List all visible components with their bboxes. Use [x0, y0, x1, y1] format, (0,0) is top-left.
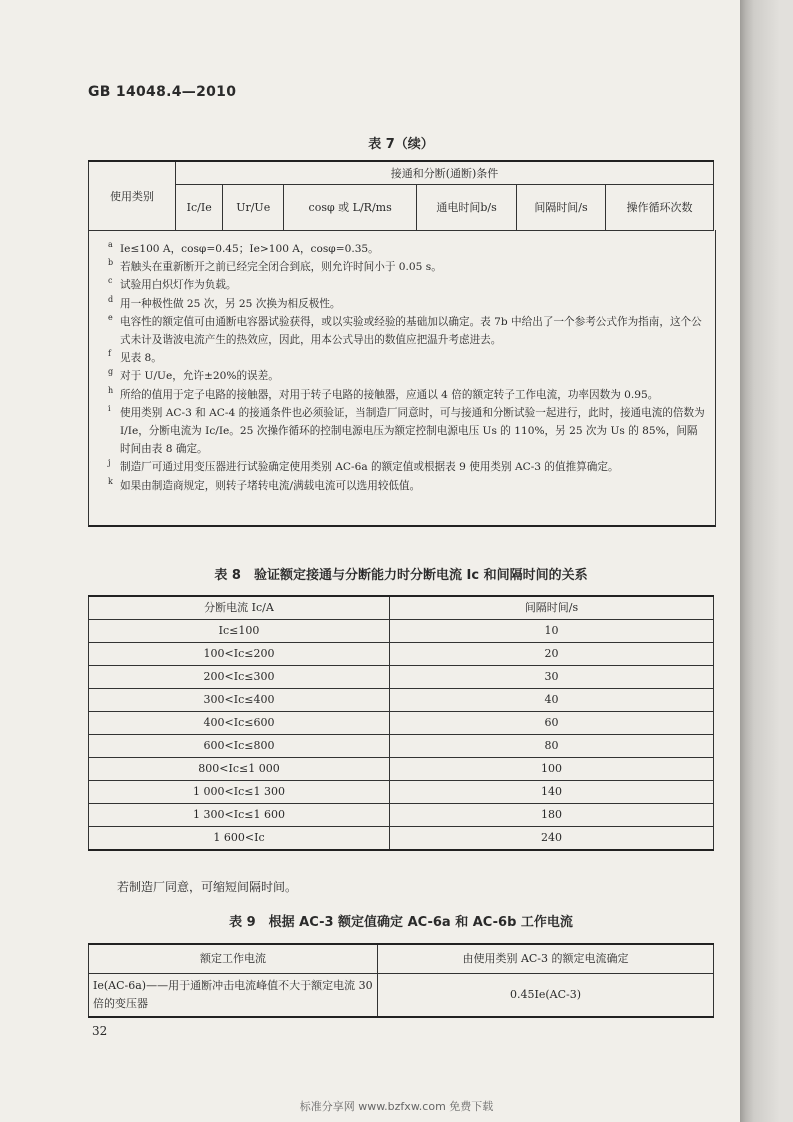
- cell-current: 1 600<Ic: [89, 827, 390, 851]
- table-row: [89, 620, 714, 643]
- col-cos-phi: cosφ 或 L/R/ms: [284, 185, 417, 231]
- cell-interval: 20: [390, 643, 714, 666]
- table9-header-row: [89, 944, 714, 974]
- table9-cell-left: Ie(AC-6a)——用于通断冲击电流峰值不大于额定电流 30 倍的变压器: [89, 974, 378, 1018]
- table7-notes: [108, 240, 708, 495]
- col-ur-ue: Ur/Ue: [223, 185, 284, 231]
- cell-interval: 180: [390, 804, 714, 827]
- cell-current: 300<Ic≤400: [89, 689, 390, 712]
- cell-current: 1 000<Ic≤1 300: [89, 781, 390, 804]
- table9-cell-right: 0.45Ie(AC-3): [378, 974, 714, 1018]
- table-row: [89, 781, 714, 804]
- col-ic-ie: Ic/Ie: [176, 185, 223, 231]
- page-number: 32: [92, 1024, 108, 1038]
- table9-head-right: 由使用类别 AC-3 的额定电流确定: [378, 944, 714, 974]
- table7-caption: 表 7（续）: [368, 137, 434, 152]
- cell-current: 400<Ic≤600: [89, 712, 390, 735]
- table8-head-interval: 间隔时间/s: [390, 596, 714, 620]
- page-edge-shadow: [740, 0, 793, 1122]
- table8: [88, 595, 714, 851]
- standard-code: GB 14048.4—2010: [88, 84, 237, 100]
- note-c: c 试验用白炽灯作为负载。: [108, 276, 237, 292]
- paragraph-interval-note: 若制造厂同意，可缩短间隔时间。: [117, 880, 298, 894]
- note-b: b 若触头在重新断开之前已经完全闭合到底，则允许时间小于 0.05 s。: [108, 258, 442, 274]
- table-row: [89, 643, 714, 666]
- note-a: a Ie≤100 A，cosφ=0.45；Ie>100 A，cosφ=0.35。: [108, 240, 379, 255]
- cell-interval: 40: [390, 689, 714, 712]
- col-on-time: 通电时间b/s: [417, 185, 517, 231]
- table7: [88, 160, 714, 231]
- cell-current: 800<Ic≤1 000: [89, 758, 390, 781]
- cell-interval: 240: [390, 827, 714, 851]
- table8-head-current: 分断电流 Ic/A: [89, 596, 390, 620]
- cell-interval: 140: [390, 781, 714, 804]
- table-row: [89, 758, 714, 781]
- table-row: [89, 689, 714, 712]
- table9-caption: 表 9 根据 AC-3 额定值确定 AC-6a 和 AC-6b 工作电流: [229, 915, 573, 930]
- table-row: [89, 804, 714, 827]
- table8-header-row: [89, 596, 714, 620]
- note-k: k 如果由制造商规定，则转子堵转电流/满载电流可以选用较低值。: [108, 476, 421, 492]
- note-f: f 见表 8。: [108, 349, 162, 365]
- table-row: [89, 827, 714, 851]
- cell-current: 200<Ic≤300: [89, 666, 390, 689]
- note-e: e 电容性的额定值可由通断电容器试验获得，或以实验或经验的基础加以确定。表 7b 中给出了一个参考公式作为指南，这个公式未计及谐波电流产生的热效应，因此，用本公式导出的数值应把温升考虑进去。: [108, 312, 702, 347]
- table-row: [89, 735, 714, 758]
- cell-current: Ic≤100: [89, 620, 390, 643]
- cell-interval: 60: [390, 712, 714, 735]
- note-i: i 使用类别 AC-3 和 AC-4 的接通条件也必须验证，当制造厂同意时，可与接通和分断试验一起进行，此时，接通电流的倍数为 I/Ie，分断电流为 Ic/Ie。25 次操作循环的控制电源电压为额定控制电源电压 Us 的 110%，另 25 次为 Us 的 85%，间隔时间由表 8 确定。: [108, 403, 705, 456]
- note-d: d 用一种极性做 25 次，另 25 次换为相反极性。: [108, 294, 341, 310]
- note-g: g 对于 U/Ue，允许±20%的误差。: [108, 367, 279, 383]
- col-interval: 间隔时间/s: [516, 185, 605, 231]
- table8-caption: 表 8 验证额定接通与分断能力时分断电流 Ic 和间隔时间的关系: [214, 568, 588, 583]
- cell-current: 100<Ic≤200: [89, 643, 390, 666]
- table9: [88, 943, 714, 1018]
- note-h: h 所给的值用于定子电路的接触器，对用于转子电路的接触器，应通以 4 倍的额定转子工作电流，功率因数为 0.95。: [108, 385, 659, 401]
- footer-watermark: 标准分享网 www.bzfxw.com 免费下载: [299, 1100, 494, 1113]
- note-j: j 制造厂可通过用变压器进行试验确定使用类别 AC-6a 的额定值或根据表 9 使用类别 AC-3 的值推算确定。: [108, 458, 619, 474]
- table9-head-left: 额定工作电流: [89, 944, 378, 974]
- col-group: 接通和分断(通断)条件: [176, 161, 714, 185]
- table-row: [89, 712, 714, 735]
- cell-interval: 80: [390, 735, 714, 758]
- cell-interval: 30: [390, 666, 714, 689]
- cell-current: 1 300<Ic≤1 600: [89, 804, 390, 827]
- cell-interval: 100: [390, 758, 714, 781]
- table-row: [89, 666, 714, 689]
- cell-interval: 10: [390, 620, 714, 643]
- table-row: [89, 974, 714, 1018]
- col-category: 使用类别: [89, 161, 176, 231]
- col-cycles: 操作循环次数: [606, 185, 714, 231]
- cell-current: 600<Ic≤800: [89, 735, 390, 758]
